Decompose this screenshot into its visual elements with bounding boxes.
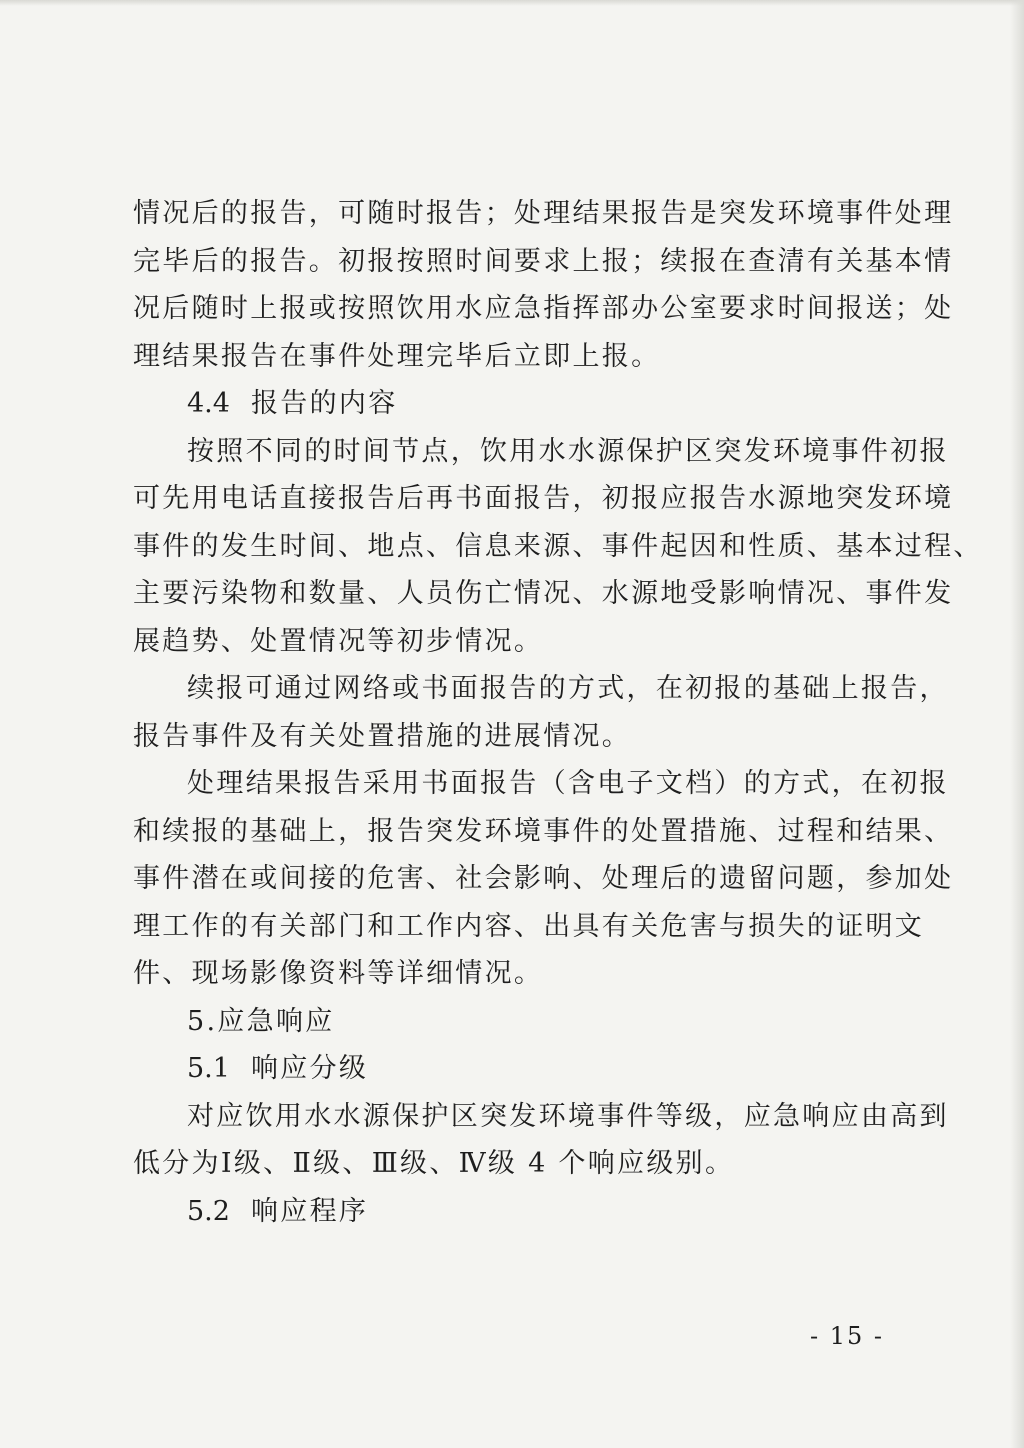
section-heading-5-1 [133, 1045, 891, 1093]
document-body [133, 190, 983, 1235]
text-line: 报告事件及有关处置措施的进展情况。 [133, 720, 632, 752]
page-top-edge [0, 0, 1024, 6]
text-line: 按照不同的时间节点，饮用水水源保护区突发环境事件初报 [187, 435, 949, 467]
text-line: 主要污染物和数量、人员伤亡情况、水源地受影响情况、事件发 [133, 578, 954, 609]
section-number: 4.4 [187, 388, 230, 419]
text-line: 对应饮用水水源保护区突发环境事件等级，应急响应由高到 [187, 1100, 949, 1132]
text-line: 可先用电话直接报告后再书面报告，初报应报告水源地突发环境 [133, 483, 954, 514]
text-line: 理结果报告在事件处理完毕后立即上报。 [133, 340, 661, 372]
section-title: 报告的内容 [251, 388, 398, 419]
section-number: 5.2 [187, 1195, 230, 1227]
text-line: 事件潜在或间接的危害、社会影响、处理后的遗留问题，参加处 [133, 863, 954, 894]
section-heading-5-2 [133, 1188, 891, 1236]
text-line: 件、现场影像资料等详细情况。 [133, 958, 544, 989]
text-line: 事件的发生时间、地点、信息来源、事件起因和性质、基本过程、 [133, 530, 983, 562]
section-title: 响应分级 [251, 1053, 369, 1084]
text-line: 理工作的有关部门和工作内容、出具有关危害与损失的证明文 [133, 910, 925, 942]
section-heading-4-4 [133, 380, 891, 428]
text-line: 况后随时上报或按照饮用水应急指挥部办公室要求时间报送；处 [133, 293, 954, 324]
section-heading-5: 5.应急响应 [187, 1005, 335, 1037]
text-line: 处理结果报告采用书面报告（含电子文档）的方式，在初报 [187, 768, 949, 799]
section-title: 响应程序 [251, 1195, 369, 1227]
page-number: - 15 - [809, 1322, 884, 1350]
page-right-edge [1010, 0, 1024, 1448]
text-line: 续报可通过网络或书面报告的方式，在初报的基础上报告， [187, 673, 949, 704]
section-number: 5.1 [187, 1053, 230, 1084]
text-line: 和续报的基础上，报告突发环境事件的处置措施、过程和结果、 [133, 815, 954, 847]
text-line: 完毕后的报告。初报按照时间要求上报；续报在查清有关基本情 [133, 245, 954, 277]
text-line: 情况后的报告，可随时报告；处理结果报告是突发环境事件处理 [133, 198, 954, 229]
text-line: 展趋势、处置情况等初步情况。 [133, 625, 544, 657]
text-line: 低分为Ⅰ级、Ⅱ级、Ⅲ级、Ⅳ级 4 个响应级别。 [133, 1148, 735, 1179]
